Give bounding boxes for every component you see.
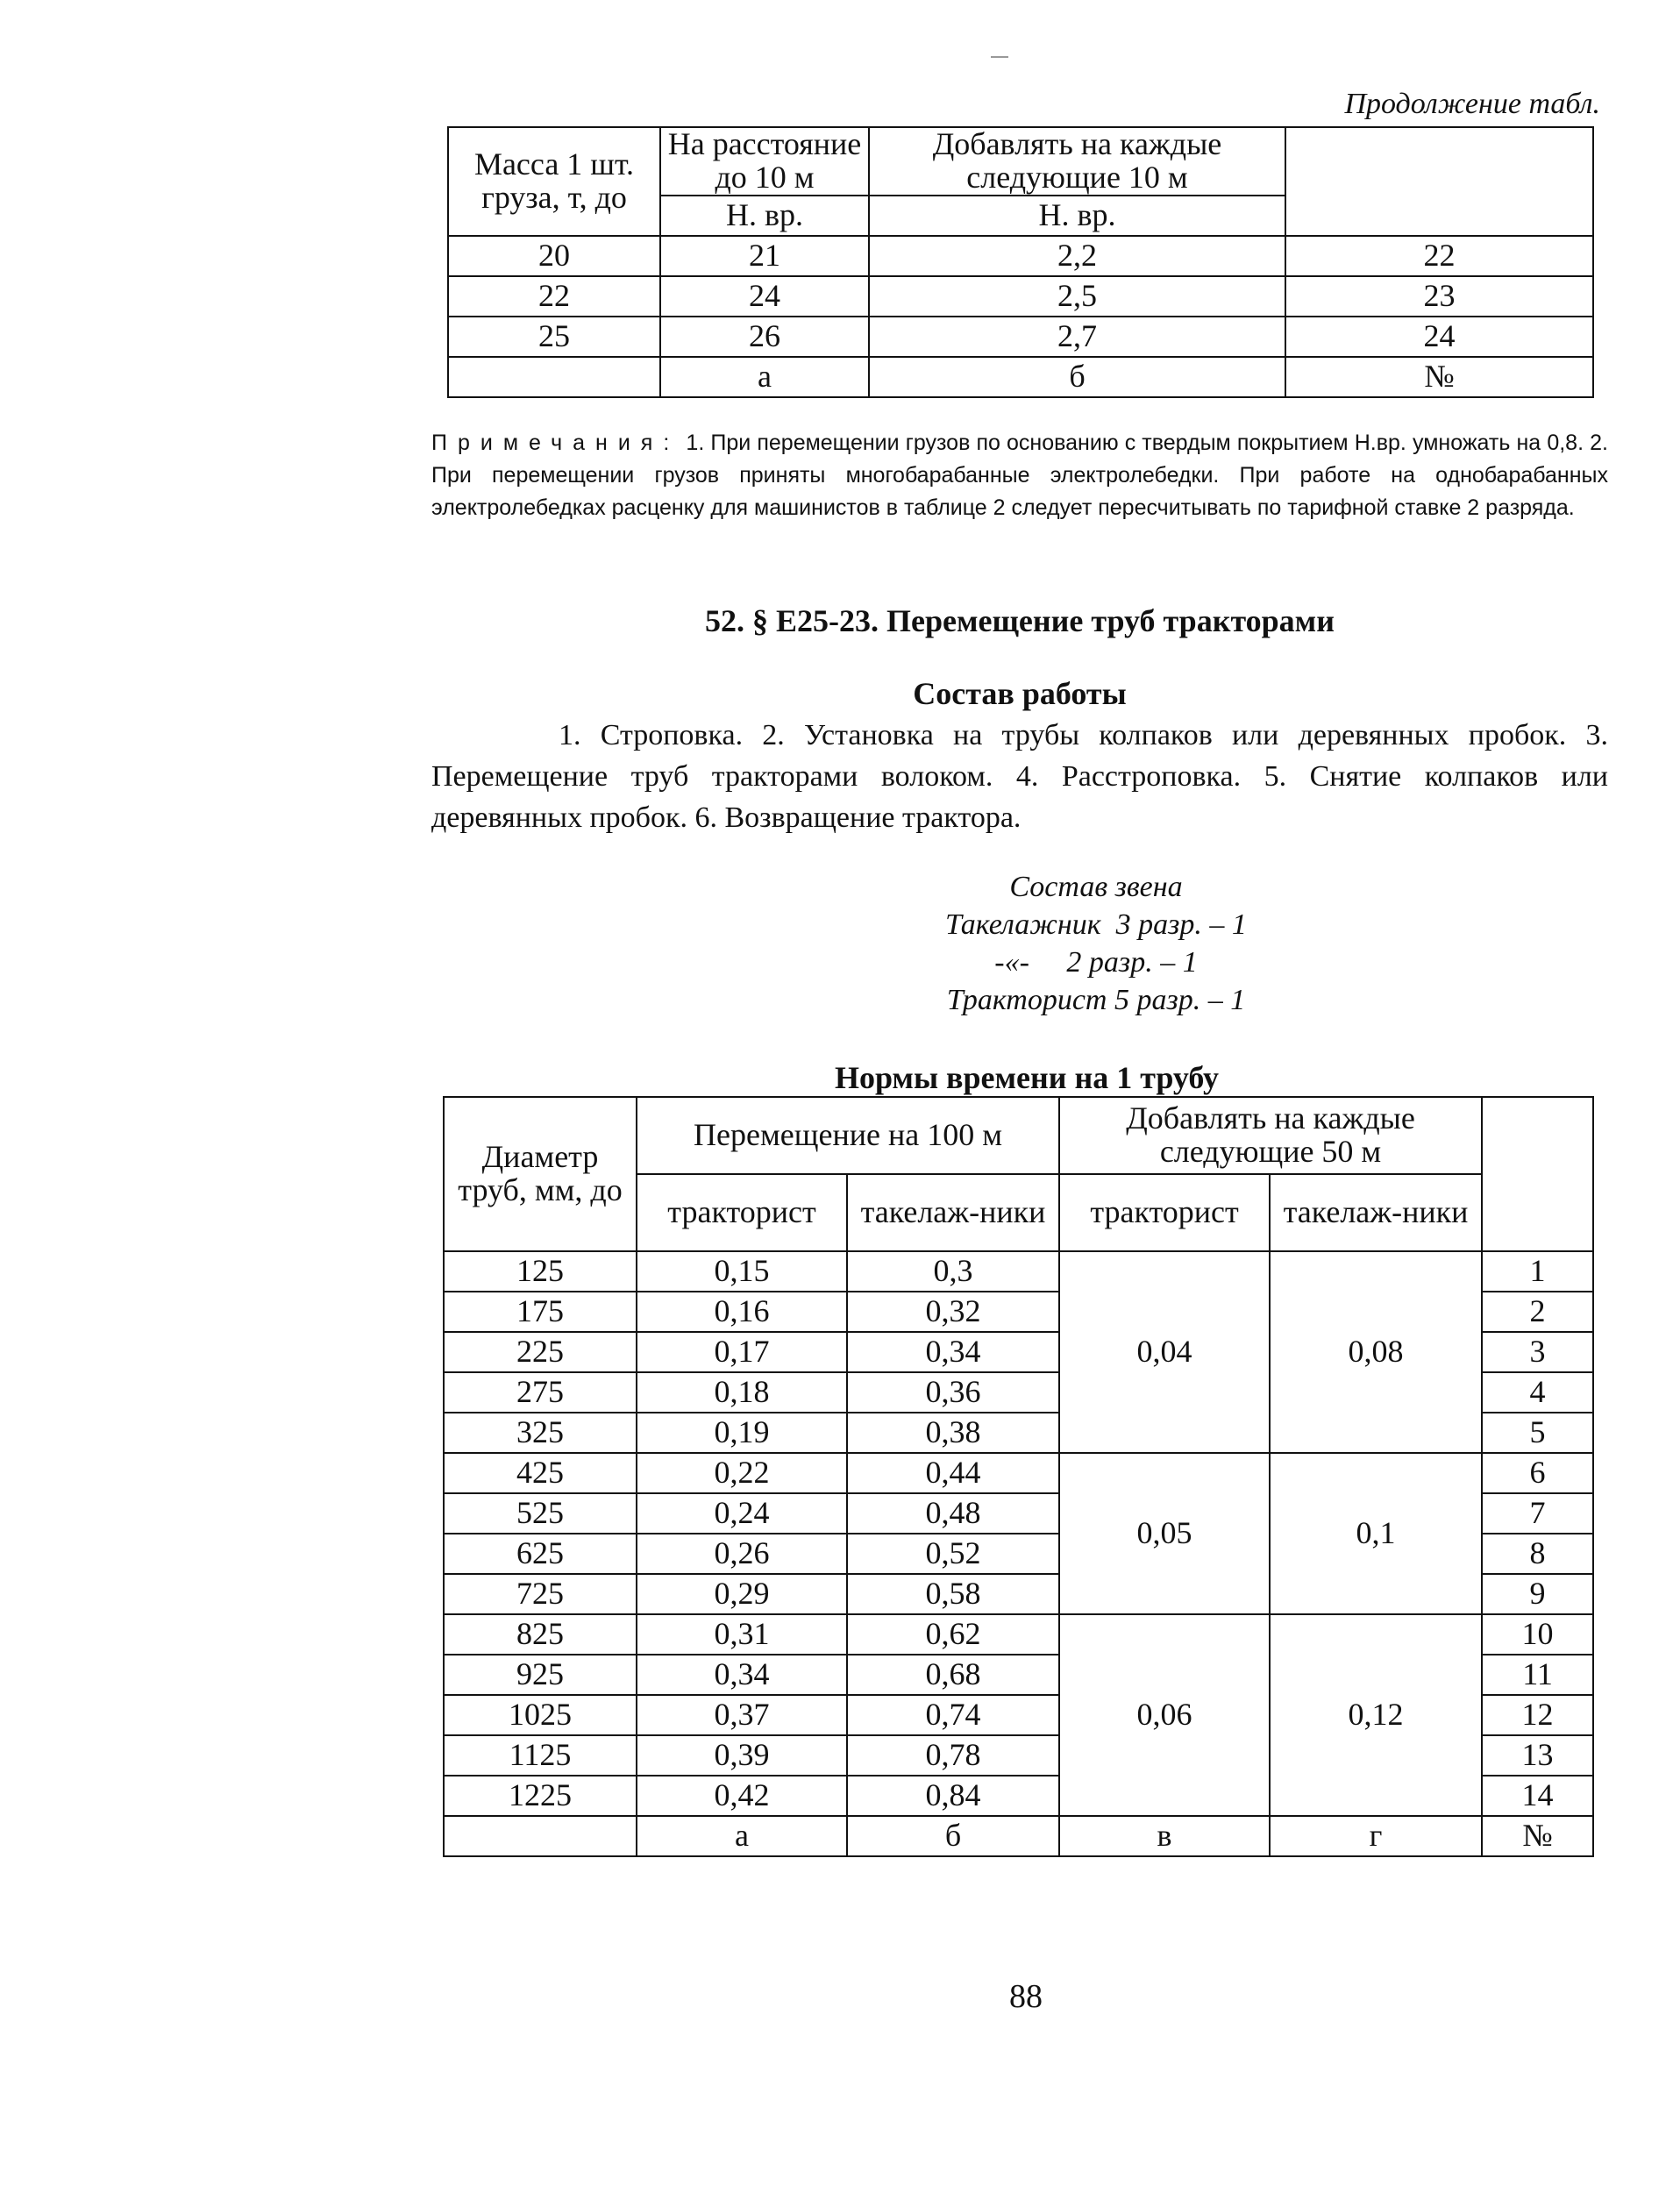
cell-number: 3 (1482, 1332, 1593, 1372)
crew-line: Такелажник 3 разр. – 1 (945, 908, 1247, 941)
cell-mass: 25 (448, 317, 660, 357)
cell-diameter: 825 (444, 1614, 637, 1655)
cell-tractor: 0,34 (637, 1655, 847, 1695)
cell-number: 12 (1482, 1695, 1593, 1735)
cell-number: 4 (1482, 1372, 1593, 1413)
cell-number: 13 (1482, 1735, 1593, 1776)
cell-tractor: 0,22 (637, 1453, 847, 1493)
cell-riggers: 0,32 (847, 1292, 1059, 1332)
cell-riggers: 0,84 (847, 1776, 1059, 1816)
table-row (444, 1453, 1593, 1493)
cell-diameter: 175 (444, 1292, 637, 1332)
crew-title: Состав звена (1009, 871, 1183, 903)
cell-add: 2,2 (869, 236, 1285, 276)
cell-number: 14 (1482, 1776, 1593, 1816)
cell-riggers: 0,44 (847, 1453, 1059, 1493)
cell-riggers: 0,68 (847, 1655, 1059, 1695)
table-footer-row (448, 357, 1593, 397)
header-riggers-b: такелаж-ники (1270, 1174, 1482, 1251)
header-empty (1285, 127, 1593, 236)
footer-cell: № (1285, 357, 1593, 397)
cell-mass: 22 (448, 276, 660, 317)
cell-tractor: 0,37 (637, 1695, 847, 1735)
table-footer-row (444, 1816, 1593, 1856)
footer-cell: № (1482, 1816, 1593, 1856)
continuation-label: Продолжение табл. (1344, 88, 1600, 120)
footer-cell: а (660, 357, 869, 397)
cell-number: 2 (1482, 1292, 1593, 1332)
cell-number: 24 (1285, 317, 1593, 357)
cell-riggers: 0,74 (847, 1695, 1059, 1735)
cell-diameter: 1025 (444, 1695, 637, 1735)
cell-number: 8 (1482, 1534, 1593, 1574)
footer-cell: г (1270, 1816, 1482, 1856)
header-move: Перемещение на 100 м (637, 1097, 1059, 1174)
table-row (444, 1251, 1593, 1292)
footer-cell: б (847, 1816, 1059, 1856)
cell-diameter: 325 (444, 1413, 637, 1453)
footer-cell (448, 357, 660, 397)
header-tractor-a: тракторист (637, 1174, 847, 1251)
cell-number: 1 (1482, 1251, 1593, 1292)
notes (431, 427, 1608, 524)
notes-text: 1. При перемещении грузов по основанию с твердым покрытием Н.вр. умножать на 0,8. 2. При перемещении грузов приняты многобарабанные электролебедки. При работе на однобарабанных электролебедках расценку для машинистов в таблице 2 следует пересчитывать по тарифной ставке 2 разряда. (431, 431, 1608, 520)
header-diameter: Диаметр труб, мм, до (444, 1097, 637, 1251)
cell-tractor: 0,17 (637, 1332, 847, 1372)
cell-mass: 20 (448, 236, 660, 276)
cell-tractor: 0,42 (637, 1776, 847, 1816)
cell-tractor: 0,26 (637, 1534, 847, 1574)
cell-diameter: 125 (444, 1251, 637, 1292)
cell-tractor: 0,15 (637, 1251, 847, 1292)
cell-add-tractor: 0,04 (1059, 1251, 1270, 1453)
table2-title: Нормы времени на 1 трубу (834, 1060, 1220, 1095)
cell-riggers: 0,62 (847, 1614, 1059, 1655)
table-row (448, 236, 1593, 276)
cell-add-tractor: 0,06 (1059, 1614, 1270, 1816)
cell-riggers: 0,78 (847, 1735, 1059, 1776)
cell-diameter: 275 (444, 1372, 637, 1413)
cell-number: 10 (1482, 1614, 1593, 1655)
cell-add-riggers: 0,08 (1270, 1251, 1482, 1453)
cell-number: 9 (1482, 1574, 1593, 1614)
norms-table (443, 1096, 1594, 1857)
footer-cell: в (1059, 1816, 1270, 1856)
crew-line: Тракторист 5 разр. – 1 (946, 984, 1246, 1016)
work-text: 1. Строповка. 2. Установка на трубы колпаков или деревянных пробок. 3. Перемещение труб тракторами волоком. 4. Расстроповка. 5. Снятие колпаков или деревянных пробок. 6. Возвращение трактора. (431, 719, 1608, 834)
table-row (444, 1614, 1593, 1655)
cell-tractor: 0,39 (637, 1735, 847, 1776)
header-add: Добавлять на каждые следующие 10 м (869, 127, 1285, 196)
header-unit-a: Н. вр. (660, 196, 869, 236)
header-tractor-b: тракторист (1059, 1174, 1270, 1251)
cell-add-riggers: 0,1 (1270, 1453, 1482, 1614)
cell-diameter: 425 (444, 1453, 637, 1493)
header-mass: Масса 1 шт. груза, т, до (448, 127, 660, 236)
cell-tractor: 0,24 (637, 1493, 847, 1534)
footer-cell (444, 1816, 637, 1856)
table-row (448, 317, 1593, 357)
cell-distance: 26 (660, 317, 869, 357)
cargo-table (447, 126, 1594, 398)
header-distance: На расстояние до 10 м (660, 127, 869, 196)
table-header-row (448, 127, 1593, 196)
work-title: Состав работы (913, 676, 1127, 711)
cell-number: 11 (1482, 1655, 1593, 1695)
header-add: Добавлять на каждые следующие 50 м (1059, 1097, 1482, 1174)
cell-number: 22 (1285, 236, 1593, 276)
table-row (448, 276, 1593, 317)
cell-distance: 21 (660, 236, 869, 276)
cell-diameter: 525 (444, 1493, 637, 1534)
cell-add-tractor: 0,05 (1059, 1453, 1270, 1614)
cell-tractor: 0,16 (637, 1292, 847, 1332)
notes-label: Примечания: (431, 431, 680, 455)
section-title: 52. § Е25-23. Перемещение труб тракторами (705, 603, 1335, 638)
cell-diameter: 625 (444, 1534, 637, 1574)
cell-riggers: 0,58 (847, 1574, 1059, 1614)
cell-diameter: 1125 (444, 1735, 637, 1776)
cell-add: 2,7 (869, 317, 1285, 357)
cell-add-riggers: 0,12 (1270, 1614, 1482, 1816)
cell-riggers: 0,34 (847, 1332, 1059, 1372)
crew-block (877, 868, 1315, 1019)
header-empty (1482, 1097, 1593, 1251)
cell-diameter: 925 (444, 1655, 637, 1695)
cell-number: 6 (1482, 1453, 1593, 1493)
cell-add: 2,5 (869, 276, 1285, 317)
table-header-row (444, 1097, 1593, 1174)
cell-number: 5 (1482, 1413, 1593, 1453)
header-unit-b: Н. вр. (869, 196, 1285, 236)
cell-number: 7 (1482, 1493, 1593, 1534)
cell-tractor: 0,31 (637, 1614, 847, 1655)
cell-tractor: 0,18 (637, 1372, 847, 1413)
page-number: 88 (1009, 1978, 1043, 2015)
cargo-table-body (448, 236, 1593, 397)
cell-riggers: 0,52 (847, 1534, 1059, 1574)
cell-riggers: 0,38 (847, 1413, 1059, 1453)
cell-number: 23 (1285, 276, 1593, 317)
cell-distance: 24 (660, 276, 869, 317)
cell-diameter: 725 (444, 1574, 637, 1614)
header-riggers-a: такелаж-ники (847, 1174, 1059, 1251)
cell-diameter: 1225 (444, 1776, 637, 1816)
cell-riggers: 0,36 (847, 1372, 1059, 1413)
norms-table-body (444, 1251, 1593, 1856)
cell-diameter: 225 (444, 1332, 637, 1372)
cell-tractor: 0,29 (637, 1574, 847, 1614)
cell-tractor: 0,19 (637, 1413, 847, 1453)
footer-cell: а (637, 1816, 847, 1856)
cell-riggers: 0,3 (847, 1251, 1059, 1292)
crew-line: -«- 2 разр. – 1 (994, 946, 1198, 979)
cell-riggers: 0,48 (847, 1493, 1059, 1534)
footer-cell: б (869, 357, 1285, 397)
scan-mark (991, 56, 1008, 58)
